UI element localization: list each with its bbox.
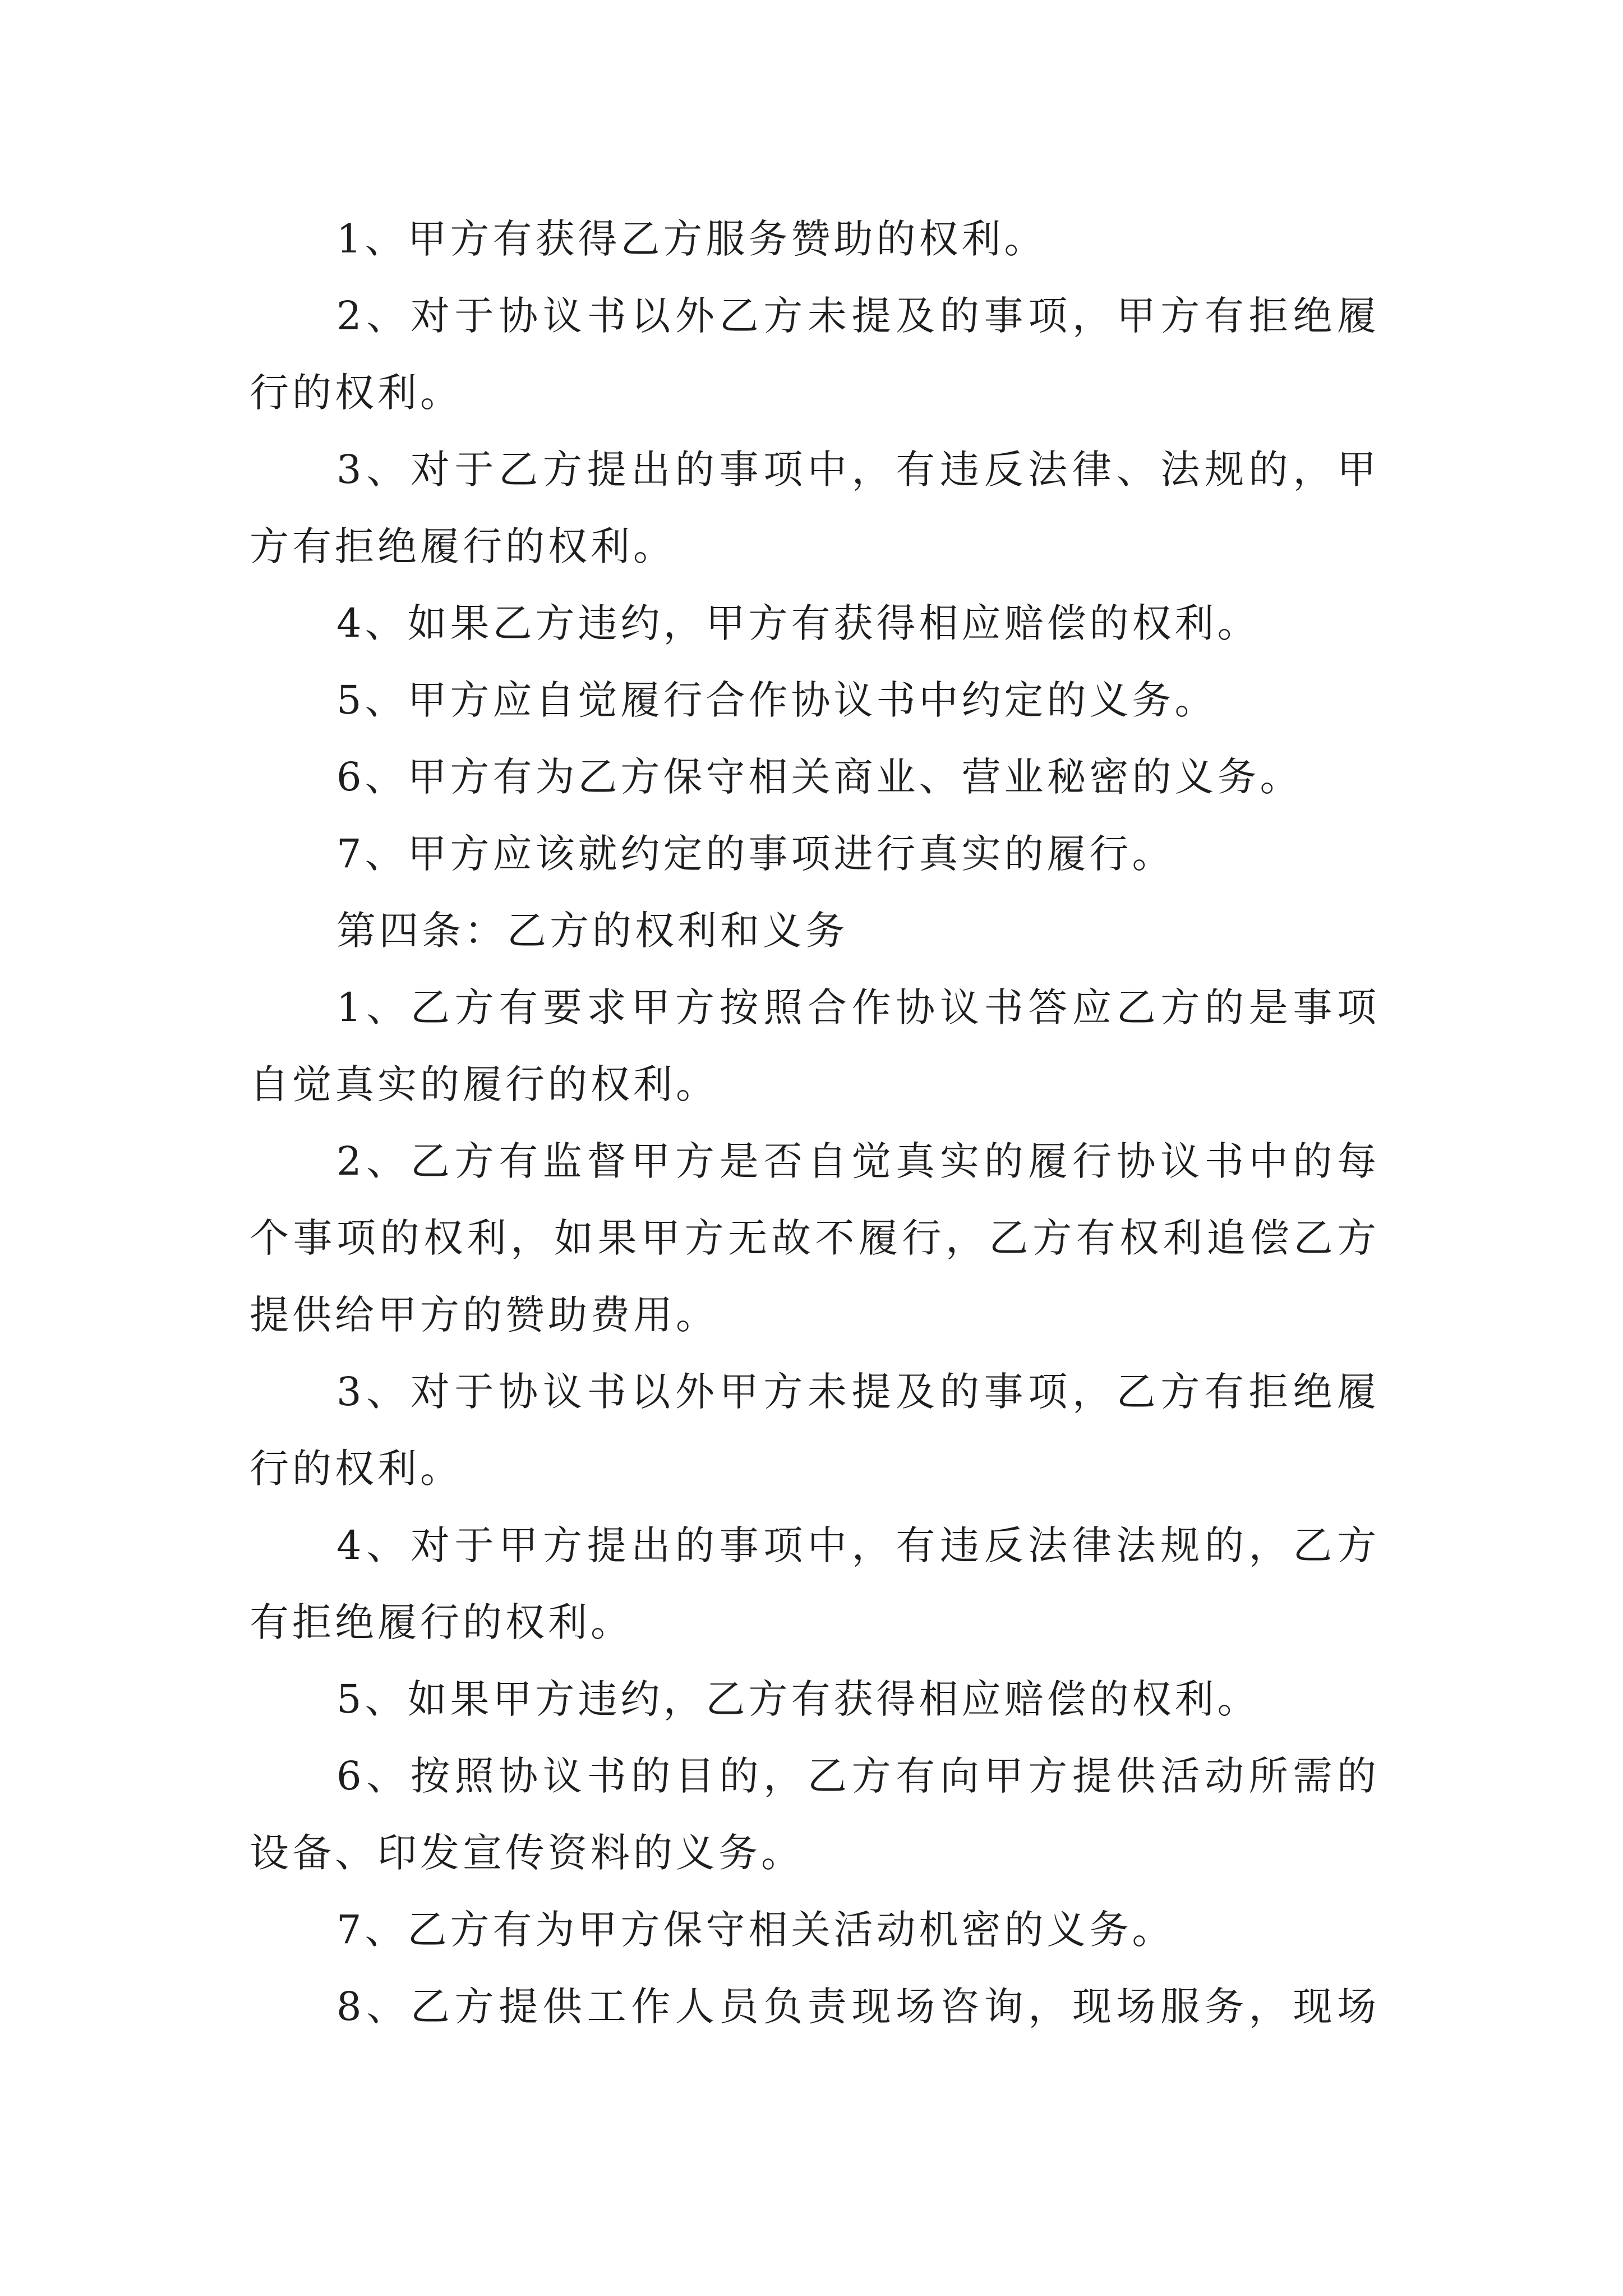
party-a-clause-6 — [250, 739, 1380, 816]
clause-line: 1、乙方有要求甲方按照合作协议书答应乙方的是事项 — [336, 984, 1380, 1030]
section-heading: 第四条：乙方的权利和义务 — [336, 908, 848, 954]
clause-line: 8、乙方提供工作人员负责现场咨询，现场服务，现场 — [336, 1984, 1380, 2030]
clause-line: 3、对于协议书以外甲方未提及的事项，乙方有拒绝履 — [336, 1369, 1380, 1415]
clause-line: 5、甲方应自觉履行合作协议书中约定的义务。 — [336, 677, 1218, 723]
clause-line: 7、甲方应该就约定的事项进行真实的履行。 — [336, 831, 1175, 877]
party-a-clause-4 — [250, 585, 1380, 662]
party-b-clause-5 — [250, 1661, 1380, 1738]
article-four-heading — [250, 892, 1380, 969]
clause-line: 自觉真实的履行的权利。 — [250, 1061, 718, 1107]
party-a-clause-1 — [250, 201, 1380, 278]
clause-line: 5、如果甲方违约，乙方有获得相应赔偿的权利。 — [336, 1676, 1260, 1722]
clause-line: 1、甲方有获得乙方服务赞助的权利。 — [336, 216, 1047, 262]
clause-line: 7、乙方有为甲方保守相关活动机密的义务。 — [336, 1907, 1175, 1953]
clause-line: 行的权利。 — [250, 370, 463, 416]
clause-line: 6、甲方有为乙方保守相关商业、营业秘密的义务。 — [336, 754, 1303, 800]
party-a-clause-2 — [250, 278, 1380, 431]
clause-line: 6、按照协议书的目的，乙方有向甲方提供活动所需的 — [336, 1753, 1380, 1799]
party-b-clause-7 — [250, 1892, 1380, 1968]
party-b-clause-2 — [250, 1123, 1380, 1354]
party-b-clause-1 — [250, 969, 1380, 1123]
party-b-clause-3 — [250, 1354, 1380, 1507]
clause-line: 2、对于协议书以外乙方未提及的事项，甲方有拒绝履 — [336, 293, 1380, 339]
clause-line: 方有拒绝履行的权利。 — [250, 523, 676, 569]
clause-line: 3、对于乙方提出的事项中，有违反法律、法规的，甲 — [336, 447, 1380, 493]
party-b-clause-8 — [250, 1968, 1380, 2045]
party-a-clause-7 — [250, 816, 1380, 892]
party-b-clause-6 — [250, 1738, 1380, 1892]
clause-line: 有拒绝履行的权利。 — [250, 1599, 633, 1645]
party-a-clause-3 — [250, 431, 1380, 585]
document-body — [250, 201, 1380, 2045]
clause-line: 行的权利。 — [250, 1446, 463, 1492]
party-b-clause-4 — [250, 1507, 1380, 1661]
clause-line: 设备、印发宣传资料的义务。 — [250, 1830, 804, 1876]
clause-line: 4、对于甲方提出的事项中，有违反法律法规的，乙方 — [336, 1522, 1380, 1568]
clause-line: 个事项的权利，如果甲方无故不履行，乙方有权利追偿乙方 — [250, 1215, 1380, 1261]
clause-line: 提供给甲方的赞助费用。 — [250, 1292, 718, 1338]
clause-line: 4、如果乙方违约，甲方有获得相应赔偿的权利。 — [336, 600, 1260, 646]
clause-line: 2、乙方有监督甲方是否自觉真实的履行协议书中的每 — [336, 1138, 1380, 1184]
party-a-clause-5 — [250, 662, 1380, 739]
